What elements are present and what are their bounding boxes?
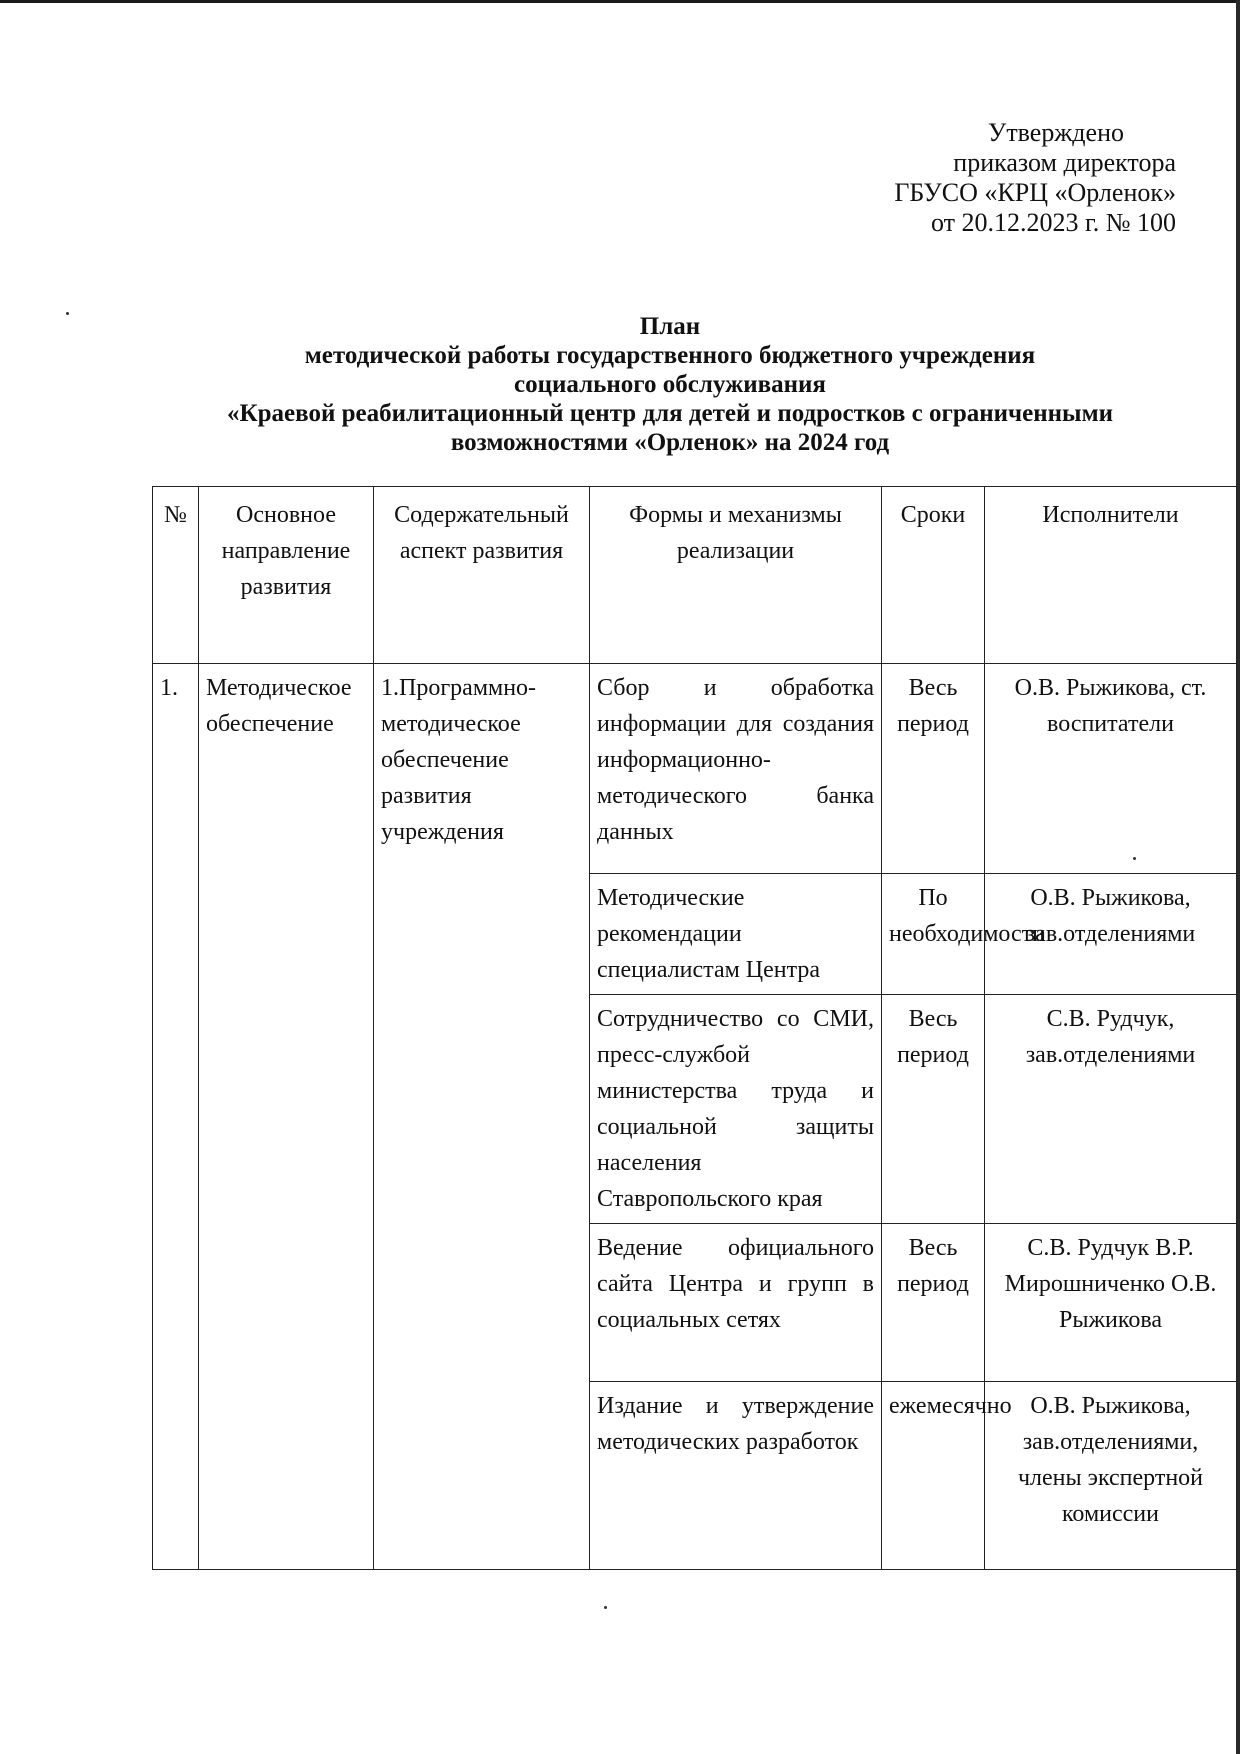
- title-line-center-name: «Краевой реабилитационный центр для детей и подростков с ограниченными: [226, 400, 1114, 427]
- row-executors: О.В. Рыжикова, зав.отделениями, члены экспертной комиссии: [985, 1382, 1237, 1570]
- scan-speck: [604, 1606, 607, 1609]
- row-term: ежемесячно: [882, 1382, 985, 1570]
- row-executors: С.В. Рудчук В.Р. Мирошниченко О.В. Рыжикова: [985, 1224, 1237, 1382]
- approval-line-date-number: от 20.12.2023 г. № 100: [930, 208, 1176, 237]
- plan-table: [152, 486, 1237, 1570]
- row-form: Ведение официального сайта Центра и групп в социальных сетях: [590, 1224, 882, 1382]
- header-terms: Сроки: [882, 487, 985, 664]
- row-form: Сбор и обработка информации для создания информационно-методического банка данных: [590, 664, 882, 874]
- row-executors: С.В. Рудчук, зав.отделениями: [985, 995, 1237, 1224]
- section-aspect: 1.Программно-методическое обеспечение развития учреждения: [374, 664, 590, 1570]
- table-row: [153, 664, 1237, 874]
- title-line-plan: План: [639, 313, 701, 340]
- section-direction: Методическое обеспечение: [199, 664, 374, 1570]
- header-forms: Формы и механизмы реализации: [590, 487, 882, 664]
- row-executors: О.В. Рыжикова, ст. воспитатели: [985, 664, 1237, 874]
- approval-line-approved: Утверждено: [987, 118, 1124, 147]
- row-term: Весь период: [882, 1224, 985, 1382]
- title-line-service: социального обслуживания: [514, 371, 826, 398]
- header-direction: Основное направление развития: [199, 487, 374, 664]
- approval-stamp-block: [840, 118, 1176, 238]
- title-line-subject: методической работы государственного бюджетного учреждения: [304, 342, 1036, 369]
- table-header-row: [153, 487, 1237, 664]
- row-form: Методические рекомендации специалистам Центра: [590, 874, 882, 995]
- header-number: №: [153, 487, 199, 664]
- scan-edge-top: [0, 0, 1240, 3]
- header-aspect: Содержательный аспект развития: [374, 487, 590, 664]
- row-term: Весь период: [882, 664, 985, 874]
- section-number: 1.: [153, 664, 199, 1570]
- header-executors: Исполнители: [985, 487, 1237, 664]
- scan-speck: [66, 312, 69, 315]
- row-term: Весь период: [882, 995, 985, 1224]
- scan-speck: [1133, 857, 1136, 860]
- title-line-year: возможностями «Орленок» на 2024 год: [450, 429, 890, 456]
- row-form: Издание и утверждение методических разработок: [590, 1382, 882, 1570]
- row-term: По необходимости: [882, 874, 985, 995]
- document-title: [150, 312, 1190, 457]
- approval-line-organization: ГБУСО «КРЦ «Орленок»: [894, 178, 1176, 207]
- approval-line-order: приказом директора: [953, 148, 1176, 177]
- row-form: Сотрудничество со СМИ, пресс-службой министерства труда и социальной защиты населения Ставропольского края: [590, 995, 882, 1224]
- row-executors: О.В. Рыжикова, зав.отделениями: [985, 874, 1237, 995]
